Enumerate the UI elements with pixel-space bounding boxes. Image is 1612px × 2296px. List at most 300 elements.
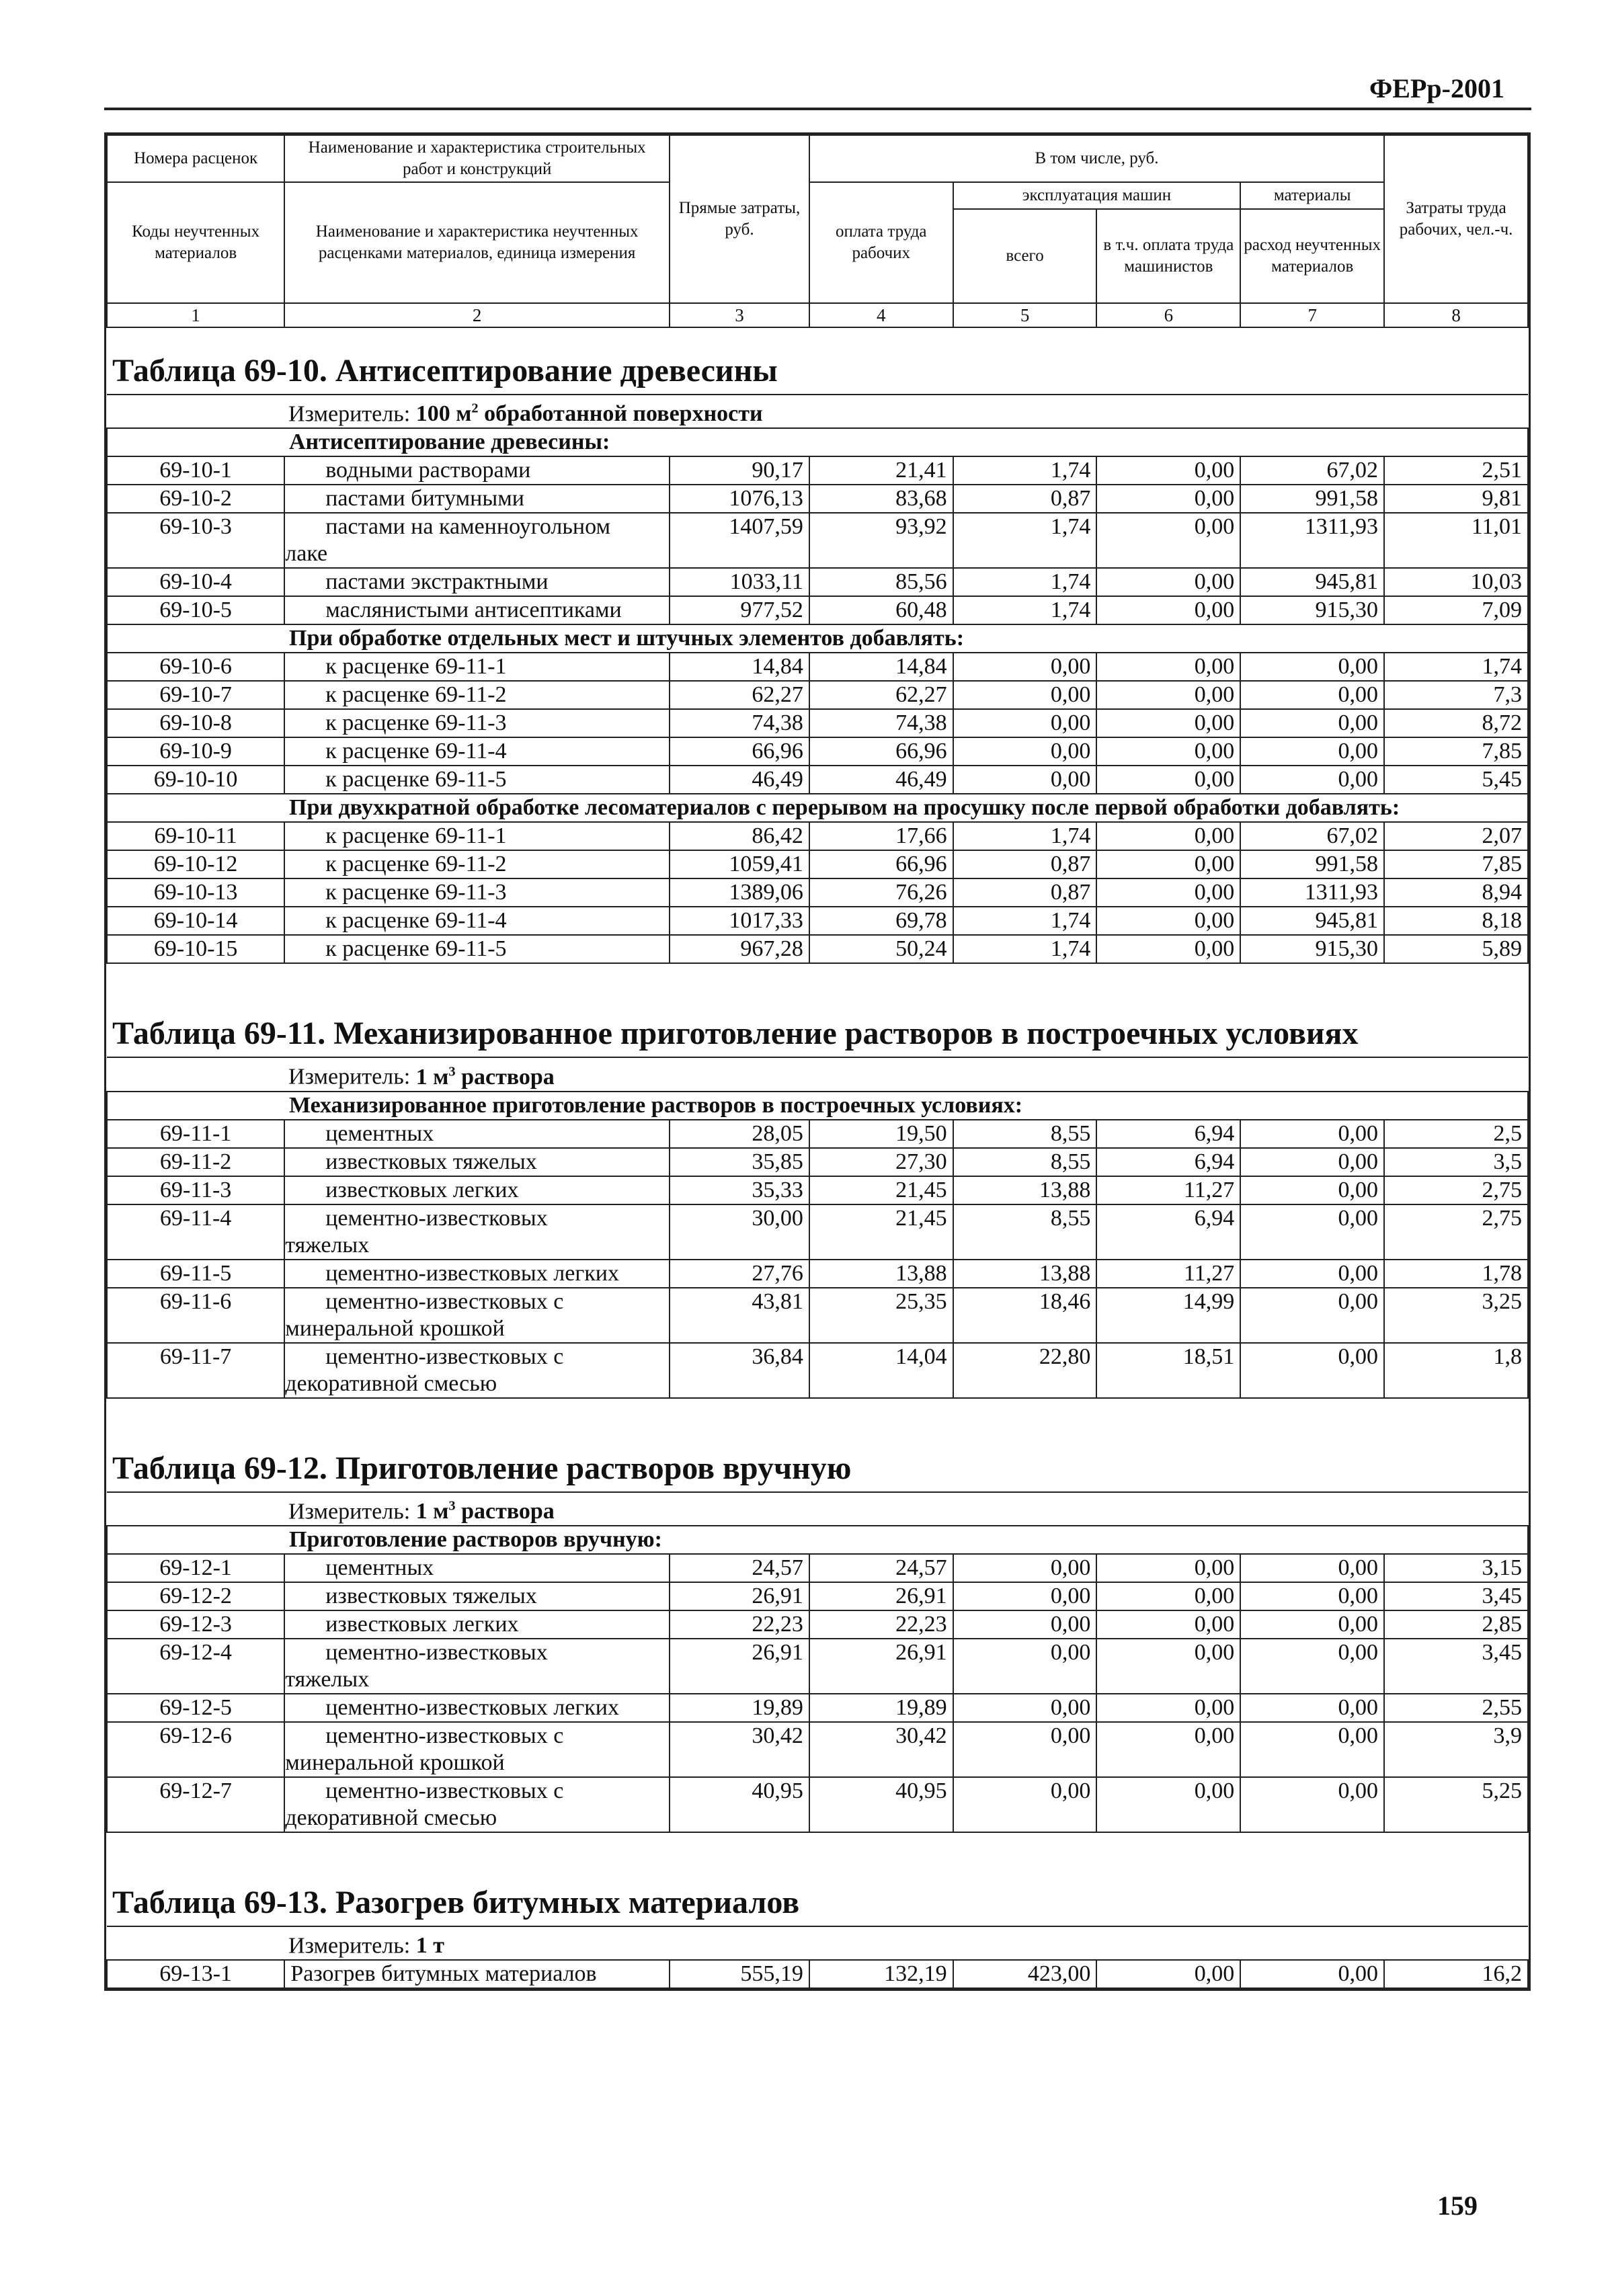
rate-name: цементных bbox=[284, 1120, 670, 1148]
rate-mach: 0,00 bbox=[953, 709, 1097, 737]
rate-mach-labor: 0,00 bbox=[1096, 653, 1240, 681]
rate-mach: 1,74 bbox=[953, 456, 1097, 485]
rate-mat: 1311,93 bbox=[1240, 513, 1384, 568]
rate-hours: 1,74 bbox=[1384, 653, 1528, 681]
col-number: 5 bbox=[953, 303, 1097, 327]
table-row bbox=[107, 1722, 1528, 1777]
rate-code: 69-10-1 bbox=[107, 456, 284, 485]
rate-code: 69-10-2 bbox=[107, 485, 284, 513]
rate-mat: 991,58 bbox=[1240, 485, 1384, 513]
rate-direct: 1389,06 bbox=[670, 878, 809, 907]
table-row bbox=[107, 485, 1528, 513]
measure-unit bbox=[416, 1065, 555, 1090]
rate-mach: 423,00 bbox=[953, 1960, 1097, 1988]
rate-hours: 7,85 bbox=[1384, 850, 1528, 878]
rate-name: известковых тяжелых bbox=[284, 1582, 670, 1610]
rate-mat: 67,02 bbox=[1240, 822, 1384, 850]
table-row bbox=[107, 737, 1528, 766]
rate-mat: 915,30 bbox=[1240, 596, 1384, 624]
rate-direct: 1407,59 bbox=[670, 513, 809, 568]
rate-mat: 0,00 bbox=[1240, 1204, 1384, 1260]
rate-name: известковых легких bbox=[284, 1610, 670, 1639]
table-row bbox=[107, 1148, 1528, 1176]
rate-mach: 0,00 bbox=[953, 681, 1097, 709]
table-row bbox=[107, 513, 1528, 568]
rate-code: 69-12-2 bbox=[107, 1582, 284, 1610]
table-row bbox=[107, 1288, 1528, 1343]
measure-label: Измеритель: bbox=[288, 1498, 416, 1524]
rate-hours: 2,85 bbox=[1384, 1610, 1528, 1639]
rate-mat: 0,00 bbox=[1240, 1777, 1384, 1832]
rate-hours: 2,75 bbox=[1384, 1204, 1528, 1260]
spacer-cell bbox=[107, 1398, 1528, 1426]
rate-labor: 93,92 bbox=[809, 513, 953, 568]
rate-hours: 5,89 bbox=[1384, 935, 1528, 963]
rate-direct: 35,33 bbox=[670, 1176, 809, 1204]
table-row bbox=[107, 766, 1528, 794]
rate-hours: 2,5 bbox=[1384, 1120, 1528, 1148]
measure-unit-power: 2 bbox=[471, 401, 479, 416]
rate-code: 69-10-8 bbox=[107, 709, 284, 737]
rate-mach: 22,80 bbox=[953, 1343, 1097, 1398]
measure-text bbox=[107, 395, 1528, 428]
rate-name: водными растворами bbox=[284, 456, 670, 485]
measure-row bbox=[107, 1492, 1528, 1526]
rate-mach-labor: 0,00 bbox=[1096, 1722, 1240, 1777]
rate-mat: 991,58 bbox=[1240, 850, 1384, 878]
rate-direct: 1033,11 bbox=[670, 568, 809, 596]
rate-hours: 1,78 bbox=[1384, 1260, 1528, 1288]
table-row bbox=[107, 709, 1528, 737]
rate-labor: 69,78 bbox=[809, 907, 953, 935]
measure-text bbox=[107, 1057, 1528, 1091]
rate-mach-labor: 0,00 bbox=[1096, 935, 1240, 963]
rate-hours: 3,5 bbox=[1384, 1148, 1528, 1176]
section-heading-row bbox=[107, 1092, 1528, 1120]
rate-name: к расценке 69-11-5 bbox=[284, 935, 670, 963]
rate-direct: 43,81 bbox=[670, 1288, 809, 1343]
col-including: В том числе, руб. bbox=[809, 135, 1384, 182]
rate-mach-labor: 11,27 bbox=[1096, 1176, 1240, 1204]
rate-name-line2: тяжелых bbox=[285, 1232, 370, 1258]
rate-direct: 19,89 bbox=[670, 1694, 809, 1722]
rate-hours: 9,81 bbox=[1384, 485, 1528, 513]
rate-hours: 7,3 bbox=[1384, 681, 1528, 709]
rate-mat: 0,00 bbox=[1240, 653, 1384, 681]
rate-name: цементных bbox=[284, 1554, 670, 1582]
rate-name bbox=[284, 1777, 670, 1832]
rate-code: 69-11-1 bbox=[107, 1120, 284, 1148]
measure-text bbox=[107, 1926, 1528, 1960]
rate-mat: 0,00 bbox=[1240, 1176, 1384, 1204]
rate-name: к расценке 69-11-3 bbox=[284, 709, 670, 737]
rate-direct: 967,28 bbox=[670, 935, 809, 963]
rate-hours: 5,45 bbox=[1384, 766, 1528, 794]
rate-code: 69-10-11 bbox=[107, 822, 284, 850]
col-number: 4 bbox=[809, 303, 953, 327]
rate-hours: 3,45 bbox=[1384, 1582, 1528, 1610]
rate-direct: 40,95 bbox=[670, 1777, 809, 1832]
rate-code: 69-10-12 bbox=[107, 850, 284, 878]
rate-name-line1: цементно-известковых с bbox=[325, 1344, 564, 1369]
rate-labor: 46,49 bbox=[809, 766, 953, 794]
rate-mat: 0,00 bbox=[1240, 1610, 1384, 1639]
col-name-materials: Наименование и характеристика неучтенных расценками материалов, единица измерения bbox=[284, 182, 670, 303]
table-row bbox=[107, 878, 1528, 907]
rate-direct: 90,17 bbox=[670, 456, 809, 485]
measure-unit-suffix: раствора bbox=[455, 1064, 555, 1090]
rate-labor: 60,48 bbox=[809, 596, 953, 624]
rate-code: 69-12-4 bbox=[107, 1639, 284, 1694]
rate-name-line2: тяжелых bbox=[285, 1666, 370, 1692]
table-title-row bbox=[107, 328, 1528, 395]
column-header bbox=[106, 134, 1529, 328]
rate-name: пастами битумными bbox=[284, 485, 670, 513]
rate-labor: 14,84 bbox=[809, 653, 953, 681]
rate-labor: 21,45 bbox=[809, 1204, 953, 1260]
rate-code: 69-10-14 bbox=[107, 907, 284, 935]
rate-hours: 3,15 bbox=[1384, 1554, 1528, 1582]
section-heading: Механизированное приготовление растворов в построечных условиях: bbox=[107, 1092, 1528, 1120]
rate-code: 69-11-5 bbox=[107, 1260, 284, 1288]
rate-direct: 66,96 bbox=[670, 737, 809, 766]
rate-mach-labor: 0,00 bbox=[1096, 709, 1240, 737]
measure-text bbox=[107, 1492, 1528, 1526]
rate-code: 69-12-5 bbox=[107, 1694, 284, 1722]
rate-hours: 8,94 bbox=[1384, 878, 1528, 907]
table-row bbox=[107, 1610, 1528, 1639]
rate-name bbox=[284, 1288, 670, 1343]
rate-mat: 1311,93 bbox=[1240, 878, 1384, 907]
rate-mat: 0,00 bbox=[1240, 709, 1384, 737]
rate-labor: 74,38 bbox=[809, 709, 953, 737]
rate-mach: 0,00 bbox=[953, 766, 1097, 794]
rate-code: 69-12-1 bbox=[107, 1554, 284, 1582]
rate-code: 69-12-6 bbox=[107, 1722, 284, 1777]
rate-mat: 0,00 bbox=[1240, 737, 1384, 766]
rate-hours: 2,07 bbox=[1384, 822, 1528, 850]
rate-direct: 1076,13 bbox=[670, 485, 809, 513]
rate-mach: 0,87 bbox=[953, 878, 1097, 907]
rate-mach-labor: 11,27 bbox=[1096, 1260, 1240, 1288]
section-heading: Приготовление растворов вручную: bbox=[107, 1526, 1528, 1554]
rate-code: 69-10-5 bbox=[107, 596, 284, 624]
col-direct-costs: Прямые затраты, руб. bbox=[670, 135, 809, 303]
rate-mach-labor: 0,00 bbox=[1096, 1777, 1240, 1832]
rate-mat: 0,00 bbox=[1240, 1582, 1384, 1610]
rate-name: к расценке 69-11-2 bbox=[284, 850, 670, 878]
rate-mach-labor: 0,00 bbox=[1096, 681, 1240, 709]
rate-mat: 0,00 bbox=[1240, 1960, 1384, 1988]
rate-hours: 1,8 bbox=[1384, 1343, 1528, 1398]
rate-mat: 0,00 bbox=[1240, 1120, 1384, 1148]
rate-mach-labor: 6,94 bbox=[1096, 1120, 1240, 1148]
rate-name bbox=[284, 513, 670, 568]
rate-hours: 5,25 bbox=[1384, 1777, 1528, 1832]
rate-name-line1: пастами на каменноугольном bbox=[325, 514, 610, 540]
table-row bbox=[107, 1777, 1528, 1832]
measure-unit-power: 3 bbox=[448, 1064, 456, 1079]
rate-mach-labor: 0,00 bbox=[1096, 850, 1240, 878]
rate-hours: 7,09 bbox=[1384, 596, 1528, 624]
rate-hours: 3,45 bbox=[1384, 1639, 1528, 1694]
rate-mat: 0,00 bbox=[1240, 766, 1384, 794]
col-number: 7 bbox=[1240, 303, 1384, 327]
rate-name-line1: цементно-известковых с bbox=[325, 1778, 564, 1803]
table-title: Таблица 69-10. Антисептирование древесины bbox=[107, 328, 1528, 395]
rate-code: 69-10-4 bbox=[107, 568, 284, 596]
section-heading-row bbox=[107, 794, 1528, 822]
measure-unit-value: 100 м bbox=[415, 401, 472, 427]
col-number: 3 bbox=[670, 303, 809, 327]
rate-mach: 8,55 bbox=[953, 1120, 1097, 1148]
rate-direct: 1059,41 bbox=[670, 850, 809, 878]
rate-name bbox=[284, 1722, 670, 1777]
rate-mat: 0,00 bbox=[1240, 1722, 1384, 1777]
rate-code: 69-11-3 bbox=[107, 1176, 284, 1204]
rate-name bbox=[284, 1639, 670, 1694]
column-number-row bbox=[107, 303, 1528, 327]
rate-mach-labor: 0,00 bbox=[1096, 907, 1240, 935]
rate-name: к расценке 69-11-4 bbox=[284, 907, 670, 935]
measure-label: Измеритель: bbox=[288, 1933, 416, 1959]
rate-direct: 74,38 bbox=[670, 709, 809, 737]
rate-mach: 13,88 bbox=[953, 1176, 1097, 1204]
col-number: 6 bbox=[1096, 303, 1240, 327]
measure-unit-suffix: раствора bbox=[455, 1498, 555, 1524]
table-row bbox=[107, 1120, 1528, 1148]
table-row bbox=[107, 653, 1528, 681]
rate-direct: 46,49 bbox=[670, 766, 809, 794]
col-machines: эксплуатация машин bbox=[953, 182, 1241, 209]
rate-mach: 0,00 bbox=[953, 1639, 1097, 1694]
rate-direct: 30,42 bbox=[670, 1722, 809, 1777]
rate-mach-labor: 0,00 bbox=[1096, 822, 1240, 850]
table-row bbox=[107, 1639, 1528, 1694]
section-heading-row bbox=[107, 428, 1528, 456]
rate-code: 69-10-6 bbox=[107, 653, 284, 681]
rate-mat: 945,81 bbox=[1240, 568, 1384, 596]
rate-mach-labor: 0,00 bbox=[1096, 878, 1240, 907]
table-spacer bbox=[107, 1832, 1528, 1860]
col-materials: материалы bbox=[1240, 182, 1384, 209]
rate-mach-labor: 0,00 bbox=[1096, 568, 1240, 596]
page-number: 159 bbox=[1437, 2190, 1478, 2221]
rate-name bbox=[284, 1343, 670, 1398]
table-row bbox=[107, 568, 1528, 596]
table-row bbox=[107, 850, 1528, 878]
rate-mat: 0,00 bbox=[1240, 681, 1384, 709]
rate-name: пастами экстрактными bbox=[284, 568, 670, 596]
rate-labor: 50,24 bbox=[809, 935, 953, 963]
table-title: Таблица 69-12. Приготовление растворов вручную bbox=[107, 1426, 1528, 1492]
rate-labor: 22,23 bbox=[809, 1610, 953, 1639]
rate-name-line1: цементно-известковых bbox=[325, 1205, 548, 1231]
rate-mach: 0,00 bbox=[953, 1777, 1097, 1832]
table-row bbox=[107, 681, 1528, 709]
rate-name: к расценке 69-11-5 bbox=[284, 766, 670, 794]
measure-unit-value: 1 т bbox=[415, 1933, 444, 1959]
measure-unit-value: 1 м bbox=[415, 1498, 449, 1524]
rate-mach-labor: 0,00 bbox=[1096, 1610, 1240, 1639]
section-heading: При обработке отдельных мест и штучных элементов добавлять: bbox=[107, 624, 1528, 653]
rate-mach: 13,88 bbox=[953, 1260, 1097, 1288]
rate-mat: 0,00 bbox=[1240, 1639, 1384, 1694]
rate-labor: 19,89 bbox=[809, 1694, 953, 1722]
header-rule bbox=[104, 108, 1531, 110]
rate-direct: 977,52 bbox=[670, 596, 809, 624]
rate-direct: 22,23 bbox=[670, 1610, 809, 1639]
measure-label: Измеритель: bbox=[288, 401, 416, 427]
rate-code: 69-10-9 bbox=[107, 737, 284, 766]
rate-labor: 21,41 bbox=[809, 456, 953, 485]
rate-code: 69-11-7 bbox=[107, 1343, 284, 1398]
rate-labor: 17,66 bbox=[809, 822, 953, 850]
table-row bbox=[107, 1176, 1528, 1204]
rate-mach-labor: 0,00 bbox=[1096, 513, 1240, 568]
rate-hours: 2,51 bbox=[1384, 456, 1528, 485]
rate-labor: 76,26 bbox=[809, 878, 953, 907]
rate-code: 69-13-1 bbox=[107, 1960, 284, 1988]
rate-name-line2: декоративной смесью bbox=[285, 1370, 497, 1396]
table-spacer bbox=[107, 1398, 1528, 1426]
rate-mach: 0,87 bbox=[953, 485, 1097, 513]
rate-hours: 11,01 bbox=[1384, 513, 1528, 568]
table-row bbox=[107, 907, 1528, 935]
rate-mat: 0,00 bbox=[1240, 1554, 1384, 1582]
measure-row bbox=[107, 1926, 1528, 1960]
col-labor-costs: Затраты труда рабочих, чел.-ч. bbox=[1384, 135, 1528, 303]
rate-hours: 2,55 bbox=[1384, 1694, 1528, 1722]
rate-mat: 915,30 bbox=[1240, 935, 1384, 963]
rate-mach-labor: 14,99 bbox=[1096, 1288, 1240, 1343]
measure-unit-suffix: обработанной поверхности bbox=[478, 401, 763, 427]
rate-direct: 86,42 bbox=[670, 822, 809, 850]
spacer-cell bbox=[107, 1832, 1528, 1860]
rate-labor: 25,35 bbox=[809, 1288, 953, 1343]
rate-code: 69-10-15 bbox=[107, 935, 284, 963]
rate-mach-labor: 0,00 bbox=[1096, 766, 1240, 794]
rate-hours: 8,72 bbox=[1384, 709, 1528, 737]
table-row bbox=[107, 1694, 1528, 1722]
rate-labor: 62,27 bbox=[809, 681, 953, 709]
rate-mach-labor: 0,00 bbox=[1096, 1960, 1240, 1988]
rate-mach: 0,00 bbox=[953, 1610, 1097, 1639]
table-title-row bbox=[107, 1860, 1528, 1926]
measure-row bbox=[107, 395, 1528, 428]
rate-labor: 40,95 bbox=[809, 1777, 953, 1832]
rate-name-line2: декоративной смесью bbox=[285, 1805, 497, 1830]
table-row bbox=[107, 1960, 1528, 1988]
rate-code: 69-10-3 bbox=[107, 513, 284, 568]
col-name-work: Наименование и характеристика строительных работ и конструкций bbox=[284, 135, 670, 182]
rate-code: 69-11-2 bbox=[107, 1148, 284, 1176]
rate-mach: 0,00 bbox=[953, 1582, 1097, 1610]
table-title-row bbox=[107, 991, 1528, 1057]
rate-direct: 24,57 bbox=[670, 1554, 809, 1582]
rate-direct: 14,84 bbox=[670, 653, 809, 681]
table-title: Таблица 69-11. Механизированное приготовление растворов в построечных условиях bbox=[107, 991, 1528, 1057]
rate-mach: 18,46 bbox=[953, 1288, 1097, 1343]
rate-mach-labor: 0,00 bbox=[1096, 1582, 1240, 1610]
rate-mach: 1,74 bbox=[953, 596, 1097, 624]
rate-name: цементно-известковых легких bbox=[284, 1694, 670, 1722]
rate-mach: 8,55 bbox=[953, 1148, 1097, 1176]
measure-unit-value: 1 м bbox=[415, 1064, 449, 1090]
rate-mach: 1,74 bbox=[953, 822, 1097, 850]
section-heading: Антисептирование древесины: bbox=[107, 428, 1528, 456]
rate-mach: 1,74 bbox=[953, 568, 1097, 596]
measure-unit bbox=[416, 401, 763, 426]
rate-mach-labor: 0,00 bbox=[1096, 485, 1240, 513]
table-title: Таблица 69-13. Разогрев битумных материалов bbox=[107, 1860, 1528, 1926]
table-row bbox=[107, 1204, 1528, 1260]
table-spacer bbox=[107, 963, 1528, 991]
section-heading-row bbox=[107, 624, 1528, 653]
rate-mach: 0,00 bbox=[953, 653, 1097, 681]
rate-mach: 0,00 bbox=[953, 1554, 1097, 1582]
rate-hours: 3,25 bbox=[1384, 1288, 1528, 1343]
rate-direct: 27,76 bbox=[670, 1260, 809, 1288]
rate-code: 69-10-7 bbox=[107, 681, 284, 709]
document-code: ФЕРр-2001 bbox=[1369, 73, 1504, 104]
rate-labor: 24,57 bbox=[809, 1554, 953, 1582]
rate-direct: 28,05 bbox=[670, 1120, 809, 1148]
rate-labor: 19,50 bbox=[809, 1120, 953, 1148]
col-machines-total: всего bbox=[953, 209, 1097, 303]
rate-mach: 0,87 bbox=[953, 850, 1097, 878]
rates-table bbox=[106, 328, 1529, 1989]
rate-mach-labor: 0,00 bbox=[1096, 456, 1240, 485]
rate-name-line2: минеральной крошкой bbox=[285, 1750, 505, 1775]
rate-name-line1: цементно-известковых с bbox=[325, 1723, 564, 1748]
rate-mach-labor: 0,00 bbox=[1096, 737, 1240, 766]
rate-labor: 66,96 bbox=[809, 850, 953, 878]
table-row bbox=[107, 1554, 1528, 1582]
rate-direct: 555,19 bbox=[670, 1960, 809, 1988]
rate-name: Разогрев битумных материалов bbox=[284, 1960, 670, 1988]
rate-hours: 2,75 bbox=[1384, 1176, 1528, 1204]
measure-unit-power: 3 bbox=[448, 1498, 456, 1514]
rate-name: к расценке 69-11-1 bbox=[284, 653, 670, 681]
rate-code: 69-11-4 bbox=[107, 1204, 284, 1260]
table-row bbox=[107, 456, 1528, 485]
rate-hours: 16,2 bbox=[1384, 1960, 1528, 1988]
rate-name: к расценке 69-11-1 bbox=[284, 822, 670, 850]
rate-direct: 35,85 bbox=[670, 1148, 809, 1176]
rate-mach-labor: 0,00 bbox=[1096, 596, 1240, 624]
rate-hours: 10,03 bbox=[1384, 568, 1528, 596]
rate-code: 69-11-6 bbox=[107, 1288, 284, 1343]
rate-mach-labor: 0,00 bbox=[1096, 1554, 1240, 1582]
rate-name: маслянистыми антисептиками bbox=[284, 596, 670, 624]
rate-code: 69-10-10 bbox=[107, 766, 284, 794]
measure-label: Измеритель: bbox=[288, 1064, 416, 1090]
rate-direct: 36,84 bbox=[670, 1343, 809, 1398]
table-row bbox=[107, 596, 1528, 624]
rate-hours: 3,9 bbox=[1384, 1722, 1528, 1777]
table-row bbox=[107, 1343, 1528, 1398]
rate-mat: 0,00 bbox=[1240, 1288, 1384, 1343]
measure-unit bbox=[416, 1933, 444, 1958]
rate-labor: 83,68 bbox=[809, 485, 953, 513]
rate-mach: 0,00 bbox=[953, 737, 1097, 766]
rate-labor: 66,96 bbox=[809, 737, 953, 766]
rate-mach-labor: 0,00 bbox=[1096, 1639, 1240, 1694]
col-machinist-pay: в т.ч. оплата труда машинистов bbox=[1096, 209, 1240, 303]
rate-hours: 8,18 bbox=[1384, 907, 1528, 935]
rate-labor: 14,04 bbox=[809, 1343, 953, 1398]
